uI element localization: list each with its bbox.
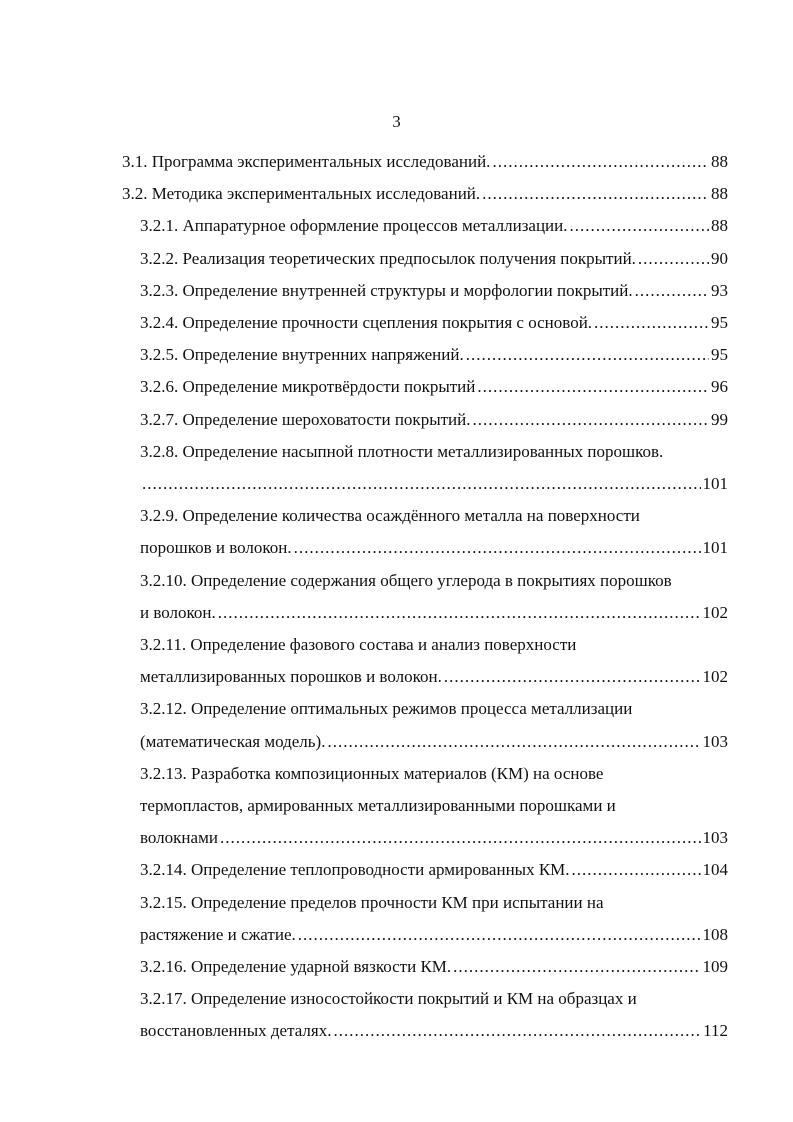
toc-entry-title: 3.1. Программа экспериментальных исследований. [122, 152, 491, 171]
dot-leader [294, 532, 701, 564]
toc-entry-title: 3.2.14. Определение теплопроводности армированных КМ. [140, 860, 570, 880]
toc-page-number: 103 [702, 828, 728, 848]
dot-leader [482, 178, 709, 210]
toc-entry-title: 3.2.1. Аппаратурное оформление процессов металлизации. [140, 216, 568, 236]
toc-page-number: 104 [702, 860, 728, 880]
dot-leader [477, 371, 709, 403]
dot-leader [142, 468, 701, 500]
toc-entry-title: и волокон. [140, 602, 216, 622]
toc-page-number: 95 [711, 313, 728, 332]
toc-page-number: 96 [711, 377, 728, 397]
toc-entry-last-line [140, 243, 728, 275]
toc-entry-title: 3.2.4. Определение прочности сцепления покрытия с основой. [140, 313, 593, 332]
toc-entry-last-line [122, 178, 728, 210]
toc-page-number: 88 [711, 184, 728, 204]
dot-leader [570, 210, 710, 242]
dot-leader [638, 243, 709, 275]
toc-entry-last-line [140, 468, 728, 500]
dot-leader [635, 275, 709, 307]
toc-entry-last-line [140, 210, 728, 242]
dot-leader [492, 146, 709, 178]
toc-entry-line: 3.2.8. Определение насыпной плотности металлизированных порошков. [140, 441, 664, 461]
dot-leader [298, 919, 701, 951]
dot-leader [473, 404, 710, 436]
toc-entry-last-line [140, 404, 728, 436]
toc-entry-last-line [140, 661, 728, 693]
toc-page-number: 95 [711, 345, 728, 365]
toc-page-number: 102 [702, 602, 728, 622]
toc-entry-title: 3.2.3. Определение внутренней структуры и морфологии покрытий. [140, 280, 633, 300]
toc-entry-title: восстановленных деталях. [140, 1021, 332, 1041]
toc-entry-title: 3.2.7. Определение шероховатости покрытий. [140, 409, 471, 429]
toc-page-number: 93 [711, 280, 728, 300]
toc-entry-last-line [140, 951, 728, 983]
toc-entry-last-line [140, 726, 728, 758]
toc-entry-line: 3.2.10. Определение содержания общего углерода в покрытиях порошков [140, 570, 672, 590]
dot-leader [444, 661, 701, 693]
toc-entry-last-line [140, 371, 728, 403]
toc-page-number: 101 [702, 538, 728, 558]
toc-entry-title: (математическая модель). [140, 731, 326, 751]
toc-entry-last-line [140, 307, 728, 339]
toc-entry-last-line [140, 854, 728, 886]
toc-page-number: 102 [702, 667, 728, 687]
toc-page-number: 88 [711, 152, 728, 171]
dot-leader [220, 822, 701, 854]
toc-page-number: 99 [711, 409, 728, 429]
toc-entry-line: 3.2.13. Разработка композиционных материалов (КМ) на основе [140, 763, 604, 783]
toc-entry-last-line [140, 339, 728, 371]
toc-entry-last-line [140, 1015, 728, 1047]
dot-leader [218, 597, 701, 629]
toc-entry-title: 3.2. Методика экспериментальных исследований. [122, 184, 481, 204]
dot-leader [594, 307, 709, 339]
toc-entry-line: 3.2.12. Определение оптимальных режимов процесса металлизации [140, 699, 633, 719]
toc-page-number: 88 [711, 216, 728, 236]
toc-page-number: 103 [702, 731, 728, 751]
toc-entry-title: порошков и волокон. [140, 538, 292, 558]
toc-entry-last-line [140, 532, 728, 564]
dot-leader [327, 726, 700, 758]
toc-page-number: 112 [703, 1021, 728, 1041]
toc-entry-title: металлизированных порошков и волокон. [140, 667, 442, 687]
toc-page-number: 90 [711, 248, 728, 268]
toc-entry-title: 3.2.2. Реализация теоретических предпосылок получения покрытий. [140, 248, 636, 268]
toc-entry-title: 3.2.6. Определение микротвёрдости покрытий [140, 377, 476, 397]
toc-entry-last-line [140, 822, 728, 854]
toc-entry-line: 3.2.9. Определение количества осаждённого металла на поверхности [140, 506, 640, 526]
dot-leader [466, 339, 709, 371]
dot-leader [333, 1015, 701, 1047]
toc-entry-last-line [122, 146, 728, 178]
toc-entry-title: волокнами [140, 828, 218, 848]
toc-entry-last-line [140, 597, 728, 629]
page-number: 3 [392, 112, 401, 131]
toc-entry-last-line [140, 275, 728, 307]
toc-entry-title: 3.2.16. Определение ударной вязкости КМ. [140, 957, 452, 976]
toc-entry-title: растяжение и сжатие. [140, 924, 296, 944]
toc-entry-line: 3.2.11. Определение фазового состава и анализ поверхности [140, 635, 577, 654]
toc-entry-title: 3.2.5. Определение внутренних напряжений. [140, 345, 464, 365]
toc-page-number: 109 [702, 957, 728, 976]
toc-entry-line: 3.2.17. Определение износостойкости покрытий и КМ на образцах и [140, 989, 637, 1009]
toc-entry-line: 3.2.15. Определение пределов прочности КМ при испытании на [140, 892, 604, 912]
toc-entry-last-line [140, 919, 728, 951]
dot-leader [453, 951, 700, 983]
toc-page-number: 101 [702, 474, 728, 493]
toc-entry-line: термопластов, армированных металлизированными порошками и [140, 796, 616, 815]
toc-page-number: 108 [702, 924, 728, 944]
dot-leader [572, 854, 701, 886]
